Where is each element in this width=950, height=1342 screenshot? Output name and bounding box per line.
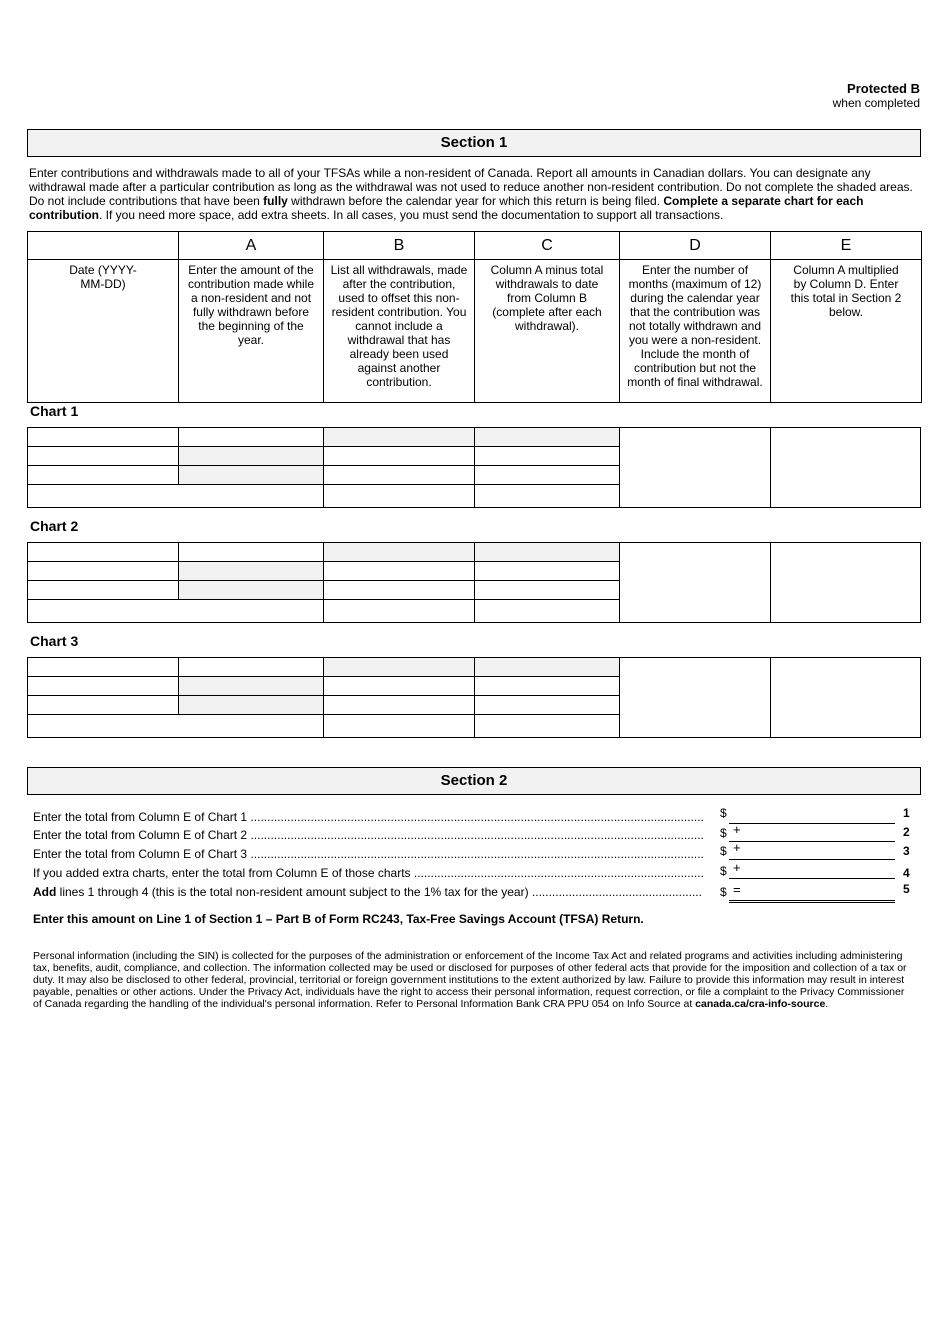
info-source-link[interactable]: canada.ca/cra-info-source (695, 998, 826, 1010)
blank-cell (28, 715, 324, 737)
shaded-cell (179, 562, 324, 581)
column-letter: C (475, 232, 620, 260)
dollar-sign: $ (720, 844, 727, 858)
shaded-cell (475, 543, 620, 562)
date-input[interactable] (28, 428, 179, 447)
date-input[interactable] (28, 562, 179, 581)
intro-text-2: withdrawn before the calendar year for which this return is being filed. (287, 194, 664, 208)
section-1-heading: Section 1 (27, 129, 921, 157)
shaded-cell (324, 658, 475, 677)
column-letter: A (179, 232, 324, 260)
shaded-cell (475, 428, 620, 447)
line-label: Enter the total from Column E of Chart 2 ..... (33, 826, 703, 844)
section-2-line-1 (33, 808, 913, 826)
section-2-line-5 (33, 883, 913, 901)
date-input[interactable] (28, 447, 179, 466)
line-number: 3 (903, 844, 910, 858)
line-label (33, 883, 703, 901)
chart-1 (27, 427, 921, 508)
column-descriptions-row (28, 260, 922, 403)
line-operator: + (733, 822, 741, 837)
blank-cell (28, 485, 324, 507)
column-b-input[interactable] (324, 696, 475, 715)
line-4-amount-input[interactable] (729, 864, 895, 879)
intro-text-3: . If you need more space, add extra sheets. In all cases, you must send the documentation to support all transactions. (98, 208, 724, 222)
line-number: 2 (903, 825, 910, 839)
line-number: 5 (903, 882, 910, 896)
column-e-input[interactable] (771, 428, 920, 507)
column-c-input[interactable] (475, 600, 620, 622)
column-b-input[interactable] (324, 600, 475, 622)
column-c-input[interactable] (475, 677, 620, 696)
column-c-input[interactable] (475, 562, 620, 581)
column-c-input[interactable] (475, 485, 620, 507)
column-letter: B (324, 232, 475, 260)
section-1-instructions (29, 166, 921, 222)
enter-amount-instruction: Enter this amount on Line 1 of Section 1 – Part B of Form RC243, Tax-Free Savings Account (TFSA) Return. (33, 912, 644, 926)
shaded-cell (179, 447, 324, 466)
chart-3 (27, 657, 921, 738)
chart-3-title: Chart 3 (30, 633, 79, 649)
column-c-input[interactable] (475, 696, 620, 715)
column-description: List all withdrawals, made after the contribution, used to offset this non-resident contribution. You cannot include a withdrawal that has already been used against another contribution. (324, 260, 475, 403)
dollar-sign: $ (720, 885, 727, 899)
protected-subtitle: when completed (832, 96, 920, 110)
column-d-input[interactable] (620, 658, 771, 737)
section-2-line-3 (33, 840, 913, 863)
column-c-input[interactable] (475, 715, 620, 737)
date-input[interactable] (28, 677, 179, 696)
shaded-cell (179, 696, 324, 715)
line-2-amount-input[interactable] (729, 826, 895, 842)
column-b-input[interactable] (324, 562, 475, 581)
column-description: Date (YYYY-MM-DD) (28, 260, 179, 403)
line-1-amount-input[interactable] (729, 808, 895, 824)
column-d-input[interactable] (620, 428, 771, 507)
column-b-input[interactable] (324, 677, 475, 696)
date-input[interactable] (28, 466, 179, 485)
intro-bold-2: Complete a separate chart for each contribution (29, 194, 864, 222)
privacy-text: Personal information (including the SIN) is collected for the purposes of the administration or enforcement of the Income Tax Act and related programs and activities including administering tax, benefits, audit, compliance, and collection. The information collected may be used or disclosed for purposes of other federal acts that provide for the imposition and collection of a tax or duty. It may also be disclosed to other federal, provincial, territorial or foreign government institutions to the extent authorized by law. Failure to provide this information may result in interest payable, penalties or other actions. Under the Privacy Act, individuals have the right to access their personal information, request correction, or file a complaint to the Privacy Commissioner of Canada regarding the handling of the individual's personal information. Refer to Personal Information Bank CRA PPU 054 on Info Source at (33, 950, 907, 1010)
column-letter (28, 232, 179, 260)
protected-b-marking (833, 82, 920, 110)
intro-text-1: Enter contributions and withdrawals made to all of your TFSAs while a non-resident of Canada. Report all amounts in Canadian dollars. You can designate any withdrawal made after a particular contribution as long as the withdrawal was not used to reduce another non-resident contribution. Do not complete the shaded areas. Do not include contributions that have been (29, 166, 913, 208)
chart-2 (27, 542, 921, 623)
line-operator: + (733, 840, 741, 855)
column-b-input[interactable] (324, 485, 475, 507)
column-a-input[interactable] (179, 543, 324, 562)
column-letters-row (28, 232, 922, 260)
date-input[interactable] (28, 658, 179, 677)
chart-1-title: Chart 1 (30, 403, 79, 419)
line-label: If you added extra charts, enter the total from Column E of those charts ..... (33, 864, 703, 882)
column-b-input[interactable] (324, 715, 475, 737)
column-e-input[interactable] (771, 658, 920, 737)
column-d-input[interactable] (620, 543, 771, 622)
column-letter: D (620, 232, 771, 260)
line-5-total-input[interactable] (729, 883, 895, 903)
column-a-input[interactable] (179, 658, 324, 677)
add-text: lines 1 through 4 (this is the total non-resident amount subject to the 1% tax for the year) (56, 885, 529, 899)
line-label: Enter the total from Column E of Chart 1 ..... (33, 808, 703, 826)
column-b-input[interactable] (324, 466, 475, 485)
shaded-cell (324, 428, 475, 447)
shaded-cell (179, 466, 324, 485)
privacy-end: . (825, 998, 829, 1010)
dollar-sign: $ (720, 806, 727, 820)
privacy-notice (33, 950, 915, 1010)
shaded-cell (179, 581, 324, 600)
line-operator: = (733, 882, 741, 897)
column-c-input[interactable] (475, 466, 620, 485)
column-b-input[interactable] (324, 447, 475, 466)
date-input[interactable] (28, 581, 179, 600)
column-description: Column A multiplied by Column D. Enter this total in Section 2 below. (771, 260, 922, 403)
column-b-input[interactable] (324, 581, 475, 600)
date-input[interactable] (28, 543, 179, 562)
line-number: 4 (903, 866, 910, 880)
add-bold: Add (33, 885, 57, 899)
column-description: Column A minus total withdrawals to date from Column B (complete after each withdrawal). (475, 260, 620, 403)
line-operator: + (733, 860, 741, 875)
line-number: 1 (903, 806, 910, 820)
section-2-heading: Section 2 (27, 767, 921, 795)
shaded-cell (475, 658, 620, 677)
column-description: Enter the amount of the contribution made while a non-resident and not fully withdrawn before the beginning of the year. (179, 260, 324, 403)
line-label: Enter the total from Column E of Chart 3 ..... (33, 845, 703, 863)
column-e-input[interactable] (771, 543, 920, 622)
dollar-sign: $ (720, 864, 727, 878)
chart-2-title: Chart 2 (30, 518, 79, 534)
section-2-line-4 (33, 860, 913, 882)
protected-title: Protected B (847, 81, 920, 96)
column-c-input[interactable] (475, 447, 620, 466)
column-letter: E (771, 232, 922, 260)
section-2-line-2 (33, 822, 913, 844)
intro-bold-1: fully (263, 194, 288, 208)
line-3-amount-input[interactable] (729, 845, 895, 860)
blank-cell (28, 600, 324, 622)
column-header-table (27, 231, 922, 403)
shaded-cell (324, 543, 475, 562)
shaded-cell (179, 677, 324, 696)
column-description: Enter the number of months (maximum of 12) during the calendar year that the contribution was not totally withdrawn and you were a non-resident. Include the month of contribution but not the month of final withdrawal. (620, 260, 771, 403)
dollar-sign: $ (720, 826, 727, 840)
column-c-input[interactable] (475, 581, 620, 600)
column-a-input[interactable] (179, 428, 324, 447)
date-input[interactable] (28, 696, 179, 715)
